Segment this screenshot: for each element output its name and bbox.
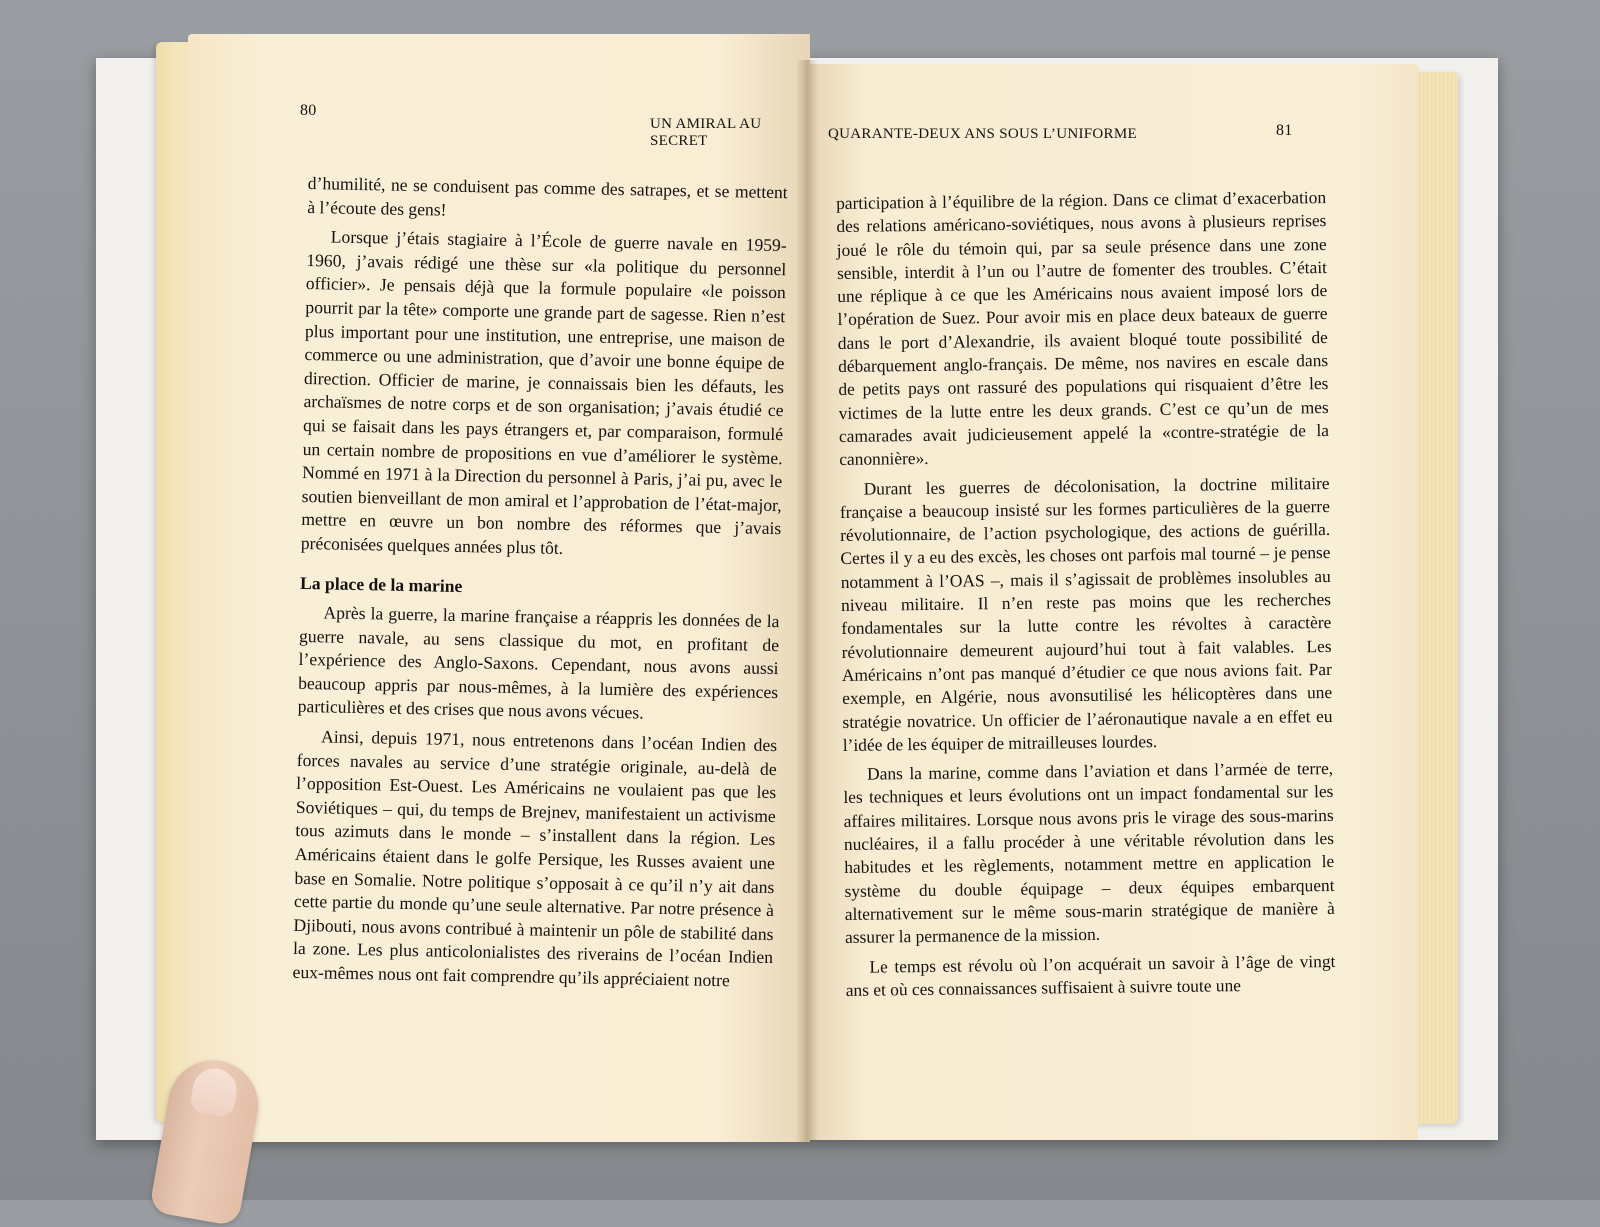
section-heading: La place de la marine <box>299 572 463 596</box>
paragraph: Lorsque j’étais stagiaire à l’École de guerre navale en 1959-1960, j’avais rédigé une thèse sur «la politique du personnel officier». Je pensais déjà que la formule populaire «le poisson pourrit par la tête» comporte une grande part de sagesse. Rien n’est plus important pour une institution, une entreprise, une maison de commerce ou une administration, que d’avoir une bonne équipe de direction. Officier de marine, je connaissais bien les défauts, les archaïsmes de notre corps et de son organisation; j’avais étudié ce qui se faisait dans les pays étrangers et, par comparaison, formulé un certain nombre de propositions en vue d’améliorer le système. Nommé en 1971 à la Direction du personnel à Paris, j’ai pu, avec le soutien bienveillant de mon amiral et l’approbation de l’état-major, mettre en œuvre un bon nombre des réformes que j’avais préconisées quelques années plus tôt. <box>300 226 787 558</box>
paragraph: Après la guerre, la marine française a réappris les données de la guerre navale, au sens classique du mot, en profitant de l’expérience des Anglo-Saxons. Cependant, nous avons aussi beaucoup appris par nous-mêmes, à la lumière des expériences particulières et des crises que nous avons vécues. <box>297 602 780 724</box>
right-page[interactable] <box>806 64 1418 1140</box>
thumbnail <box>189 1065 240 1118</box>
paragraph: participation à l’équilibre de la région. Dans ce climat d’exacerbation des relations américano-soviétiques, nous avons à plusieurs reprises joué le rôle du témoin qui, par sa seule présence dans une zone sensible, interdit à l’un ou l’autre de fomenter des troubles. C’était une réplique à ce que les Américains nous avaient imposé lors de l’opération de Suez. Pour avoir mis en place deux bateaux de guerre dans le port d’Alexandrie, ils avaient bloqué toute possibilité de débarquement anglo-français. De même, nos navires en escale dans de petits pays ont rassuré des populations qui risquaient d’être les victimes de la lutte entre les deux grands. C’est ce qu’un de mes camarades avait judicieusement appelé la «contre-stratégie de la canonnière». <box>836 187 1330 470</box>
right-page-number: 81 <box>1276 122 1293 139</box>
left-running-head: UN AMIRAL AU SECRET <box>650 116 762 149</box>
paragraph: Durant les guerres de décolonisation, la doctrine militaire française a beaucoup insisté sur les formes particulières de la guerre révolutionnaire, de l’action psychologique, des actions de guérilla. Certes il y a eu des excès, les choses ont parfois mal tourné – je pense notamment à l’OAS –, mais il s’agissait de problèmes insolubles au niveau militaire. Il n’en reste pas moins que les recherches fondamentales sur la lutte contre les révoltes à caractère révolutionnaire demeurent aujourd’hui tout à fait valables. Les Américains n’ont pas manqué d’étudier ce que nous avions fait. Par exemple, en Algérie, nous avonsutilisé les hélicoptères dans une stratégie novatrice. Un officier de l’aéronautique navale a en effet eu l’idée de les équiper de mitrailleuses lourdes. <box>839 472 1333 755</box>
right-running-head: QUARANTE-DEUX ANS SOUS L’UNIFORME <box>828 126 1137 142</box>
paragraph: Ainsi, depuis 1971, nous entretenons dans l’océan Indien des forces navales au service d’une stratégie originale, au-delà de l’opposition Est-Ouest. Les Américains ne voulaient pas que les Soviétiques – qui, du temps de Brejnev, manifestaient un activisme tous azimuts dans le monde – s’installent dans la région. Les Américains étaient dans le golfe Persique, les Russes avaient une base en Somalie. Notre politique s’opposait à ce qu’il n’y ait dans cette partie du monde qu’une seule alternative. Par notre présence à Djibouti, nous avons contribué à maintenir un pôle de stabilité dans la zone. Les plus anticolonialistes des riverains de l’océan Indien eux-mêmes nous ont fait comprendre qu’ils appréciaient notre <box>292 726 778 991</box>
left-page-body <box>292 172 788 1000</box>
book-gutter <box>796 60 818 1142</box>
paragraph: Dans la marine, comme dans l’aviation et dans l’armée de terre, les techniques et leurs évolutions ont un impact fondamental sur les affaires militaires. Lorsque nous avons pris le virage des sous-marins nucléaires, il a fallu procéder à une véritable révolution dans les habitudes et les règlements, notamment mettre en application le système du double équipage – deux équipes embarquent alternativement sur le même sous-marin stratégique de manière à assurer la permanence de la mission. <box>843 758 1335 948</box>
left-page-number: 80 <box>300 102 317 119</box>
left-page[interactable] <box>188 34 810 1142</box>
paragraph: Le temps est révolu où l’on acquérait un savoir à l’âge de vingt ans et où ces connaissances suffisaient à suivre toute une <box>845 950 1336 1000</box>
right-page-body <box>836 186 1336 1008</box>
paragraph: d’humilité, ne se conduisent pas comme des satrapes, et se mettent à l’écoute des gens! <box>307 172 788 220</box>
